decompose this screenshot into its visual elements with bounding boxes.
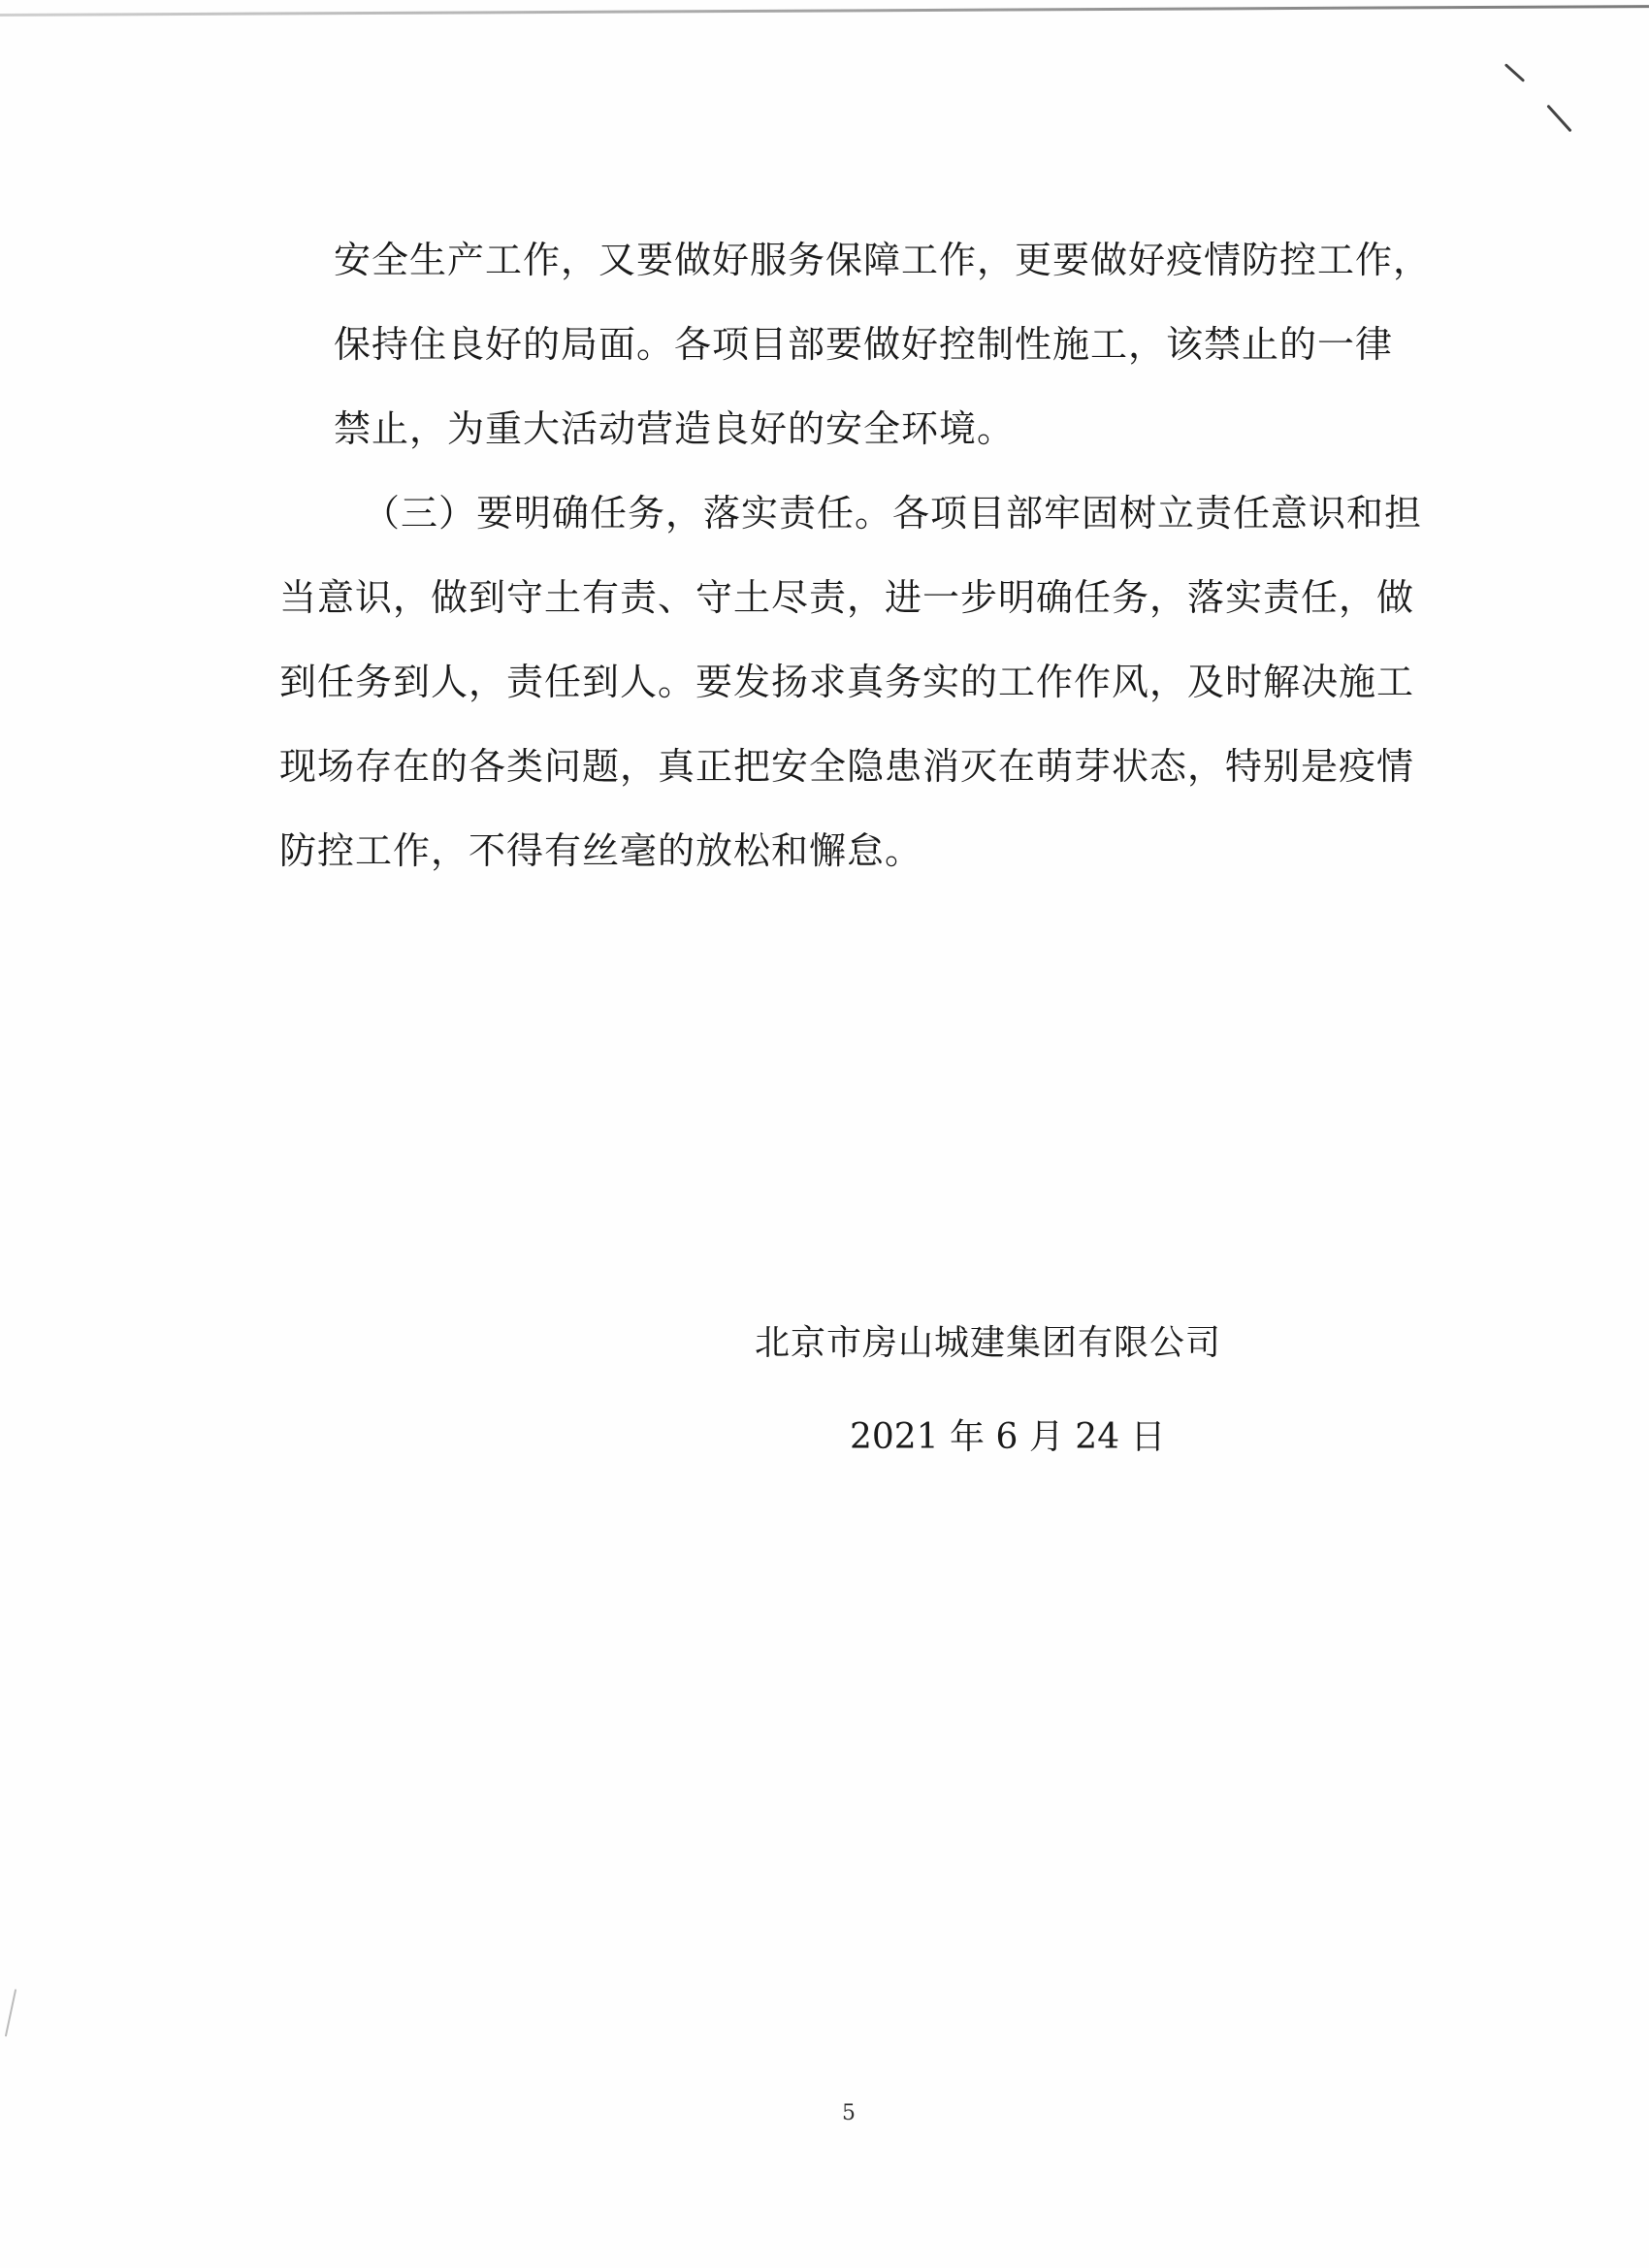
document-body [279, 218, 1432, 893]
paragraph-line: 到任务到人，责任到人。要发扬求真务实的工作作风，及时解决施工 [279, 661, 1415, 703]
paragraph-line: 防控工作，不得有丝毫的放松和懈怠。 [279, 829, 923, 872]
scan-mark [1546, 105, 1571, 133]
paragraph-line: 保持住良好的局面。各项目部要做好控制性施工，该禁止的一律 [334, 323, 1394, 366]
signature-date: 2021 年 6 月 24 日 [850, 1417, 1166, 1457]
scan-mark [1504, 63, 1525, 82]
page-number: 5 [842, 2101, 856, 2125]
paragraph-line: （三）要明确任务，落实责任。各项目部牢固树立责任意识和担 [363, 492, 1423, 535]
signature-organization: 北京市房山城建集团有限公司 [755, 1323, 1222, 1363]
paragraph-line: 安全生产工作，又要做好服务保障工作，更要做好疫情防控工作， [334, 239, 1432, 281]
paragraph-line: 现场存在的各类问题，真正把安全隐患消灭在萌芽状态，特别是疫情 [279, 745, 1415, 788]
scan-top-edge [0, 5, 1649, 16]
paragraph-line: 当意识，做到守土有责、守土尽责，进一步明确任务，落实责任，做 [279, 576, 1415, 619]
paragraph-line: 禁止，为重大活动营造良好的安全环境。 [334, 407, 1016, 450]
scan-mark [5, 1989, 16, 2036]
